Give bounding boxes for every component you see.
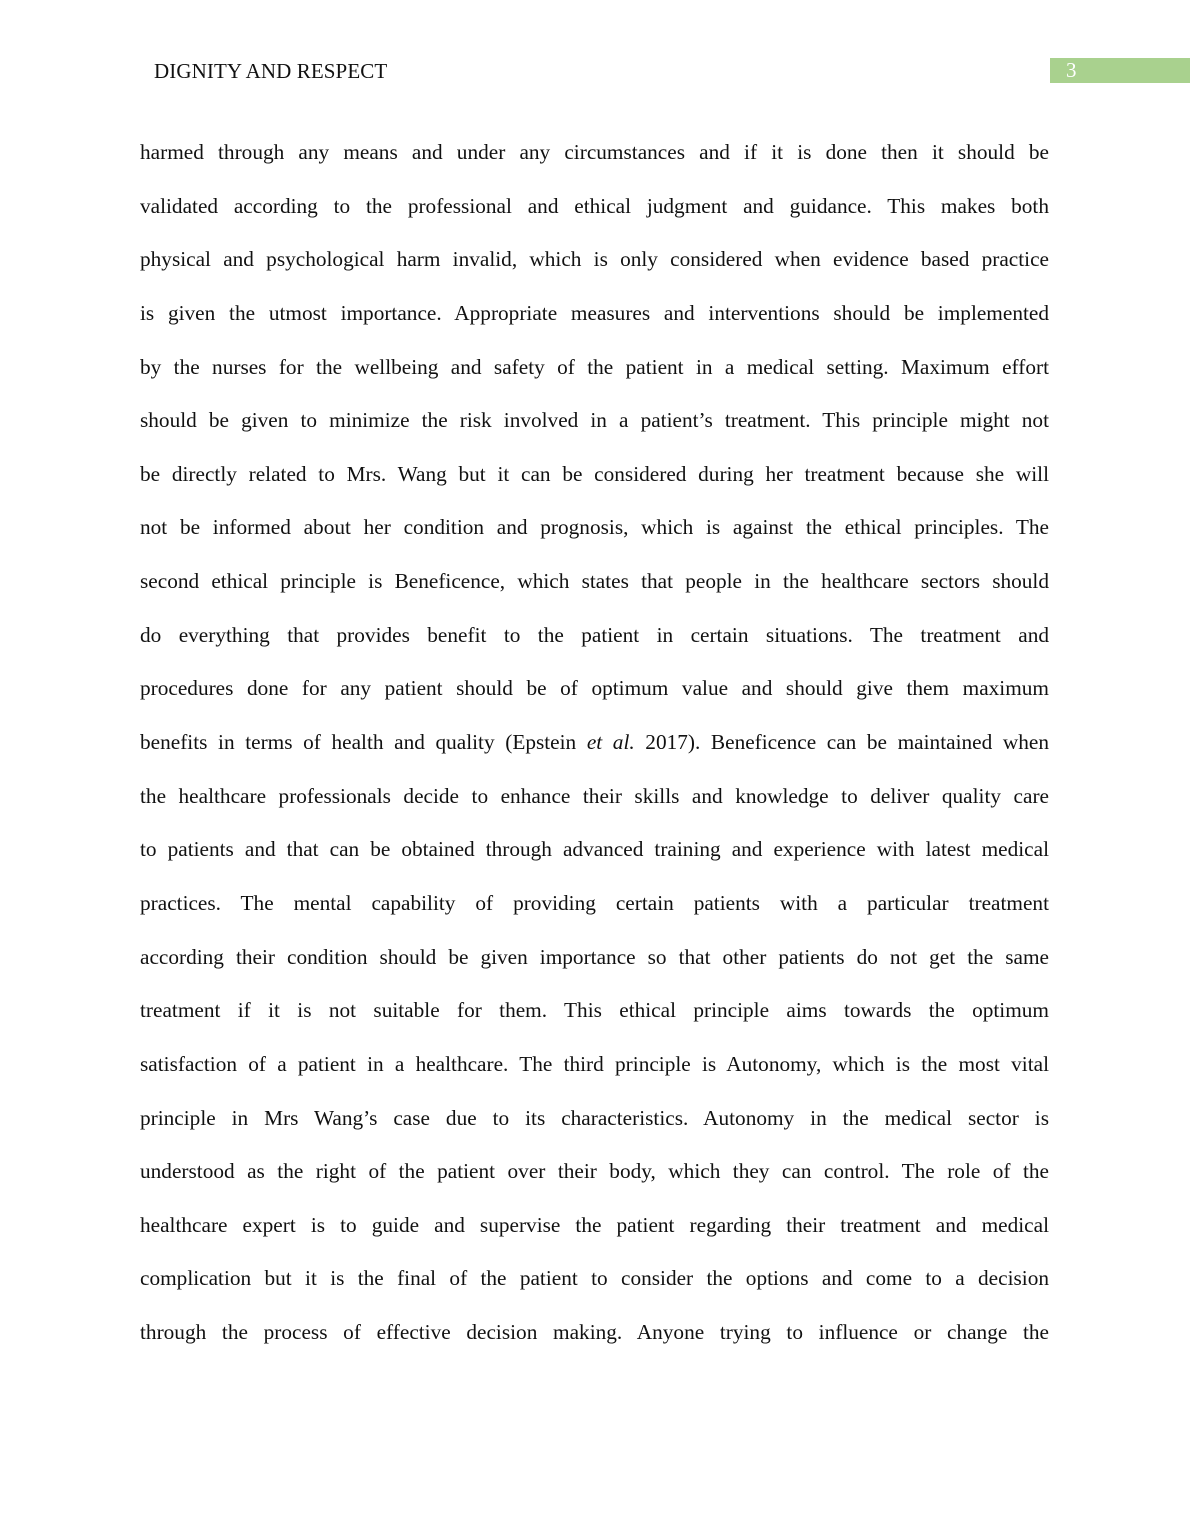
body-line: complication but it is the final of the patient to consider the options and come to a decision — [140, 1266, 1049, 1291]
citation-text-after: 2017). Beneficence can be maintained when — [634, 730, 1049, 755]
body-line: the healthcare professionals decide to enhance their skills and knowledge to deliver quality care — [140, 783, 1049, 808]
running-head: DIGNITY AND RESPECT — [154, 59, 388, 83]
body-line: healthcare expert is to guide and supervise the patient regarding their treatment and medical — [140, 1212, 1049, 1237]
page-number: 3 — [1050, 58, 1190, 83]
body-line: is given the utmost importance. Appropriate measures and interventions should be implemented — [140, 300, 1049, 325]
body-line: to patients and that can be obtained through advanced training and experience with latest medical — [140, 837, 1049, 862]
body-line: by the nurses for the wellbeing and safety of the patient in a medical setting. Maximum effort — [140, 354, 1049, 379]
body-line: second ethical principle is Beneficence, which states that people in the healthcare sectors should — [140, 569, 1049, 594]
body-line: principle in Mrs Wang’s case due to its characteristics. Autonomy in the medical sector is — [140, 1105, 1049, 1130]
body-line: validated according to the professional and ethical judgment and guidance. This makes both — [140, 193, 1049, 218]
body-line: practices. The mental capability of providing certain patients with a particular treatment — [140, 890, 1049, 915]
body-line: according their condition should be given importance so that other patients do not get the same — [140, 944, 1049, 969]
body-line: not be informed about her condition and prognosis, which is against the ethical principles. The — [140, 515, 1049, 540]
body-line-citation — [140, 716, 1049, 770]
body-line: procedures done for any patient should be of optimum value and should give them maximum — [140, 676, 1049, 701]
body-line: treatment if it is not suitable for them. This ethical principle aims towards the optimum — [140, 998, 1049, 1023]
body-line: understood as the right of the patient over their body, which they can control. The role of the — [140, 1159, 1049, 1184]
body-line: be directly related to Mrs. Wang but it can be considered during her treatment because she will — [140, 461, 1049, 486]
body-line: harmed through any means and under any circumstances and if it is done then it should be — [140, 140, 1049, 164]
body-line: satisfaction of a patient in a healthcare. The third principle is Autonomy, which is the most vital — [140, 1051, 1049, 1076]
body-line: do everything that provides benefit to the patient in certain situations. The treatment and — [140, 622, 1049, 647]
body-line: through the process of effective decision making. Anyone trying to influence or change the — [140, 1320, 1049, 1345]
citation-text-before: benefits in terms of health and quality (Epstein — [140, 730, 587, 755]
body-text — [140, 126, 1049, 1360]
body-line: should be given to minimize the risk involved in a patient’s treatment. This principle might not — [140, 408, 1049, 433]
body-line: physical and psychological harm invalid, which is only considered when evidence based practice — [140, 247, 1049, 272]
citation-et-al: et al. — [586, 730, 635, 755]
